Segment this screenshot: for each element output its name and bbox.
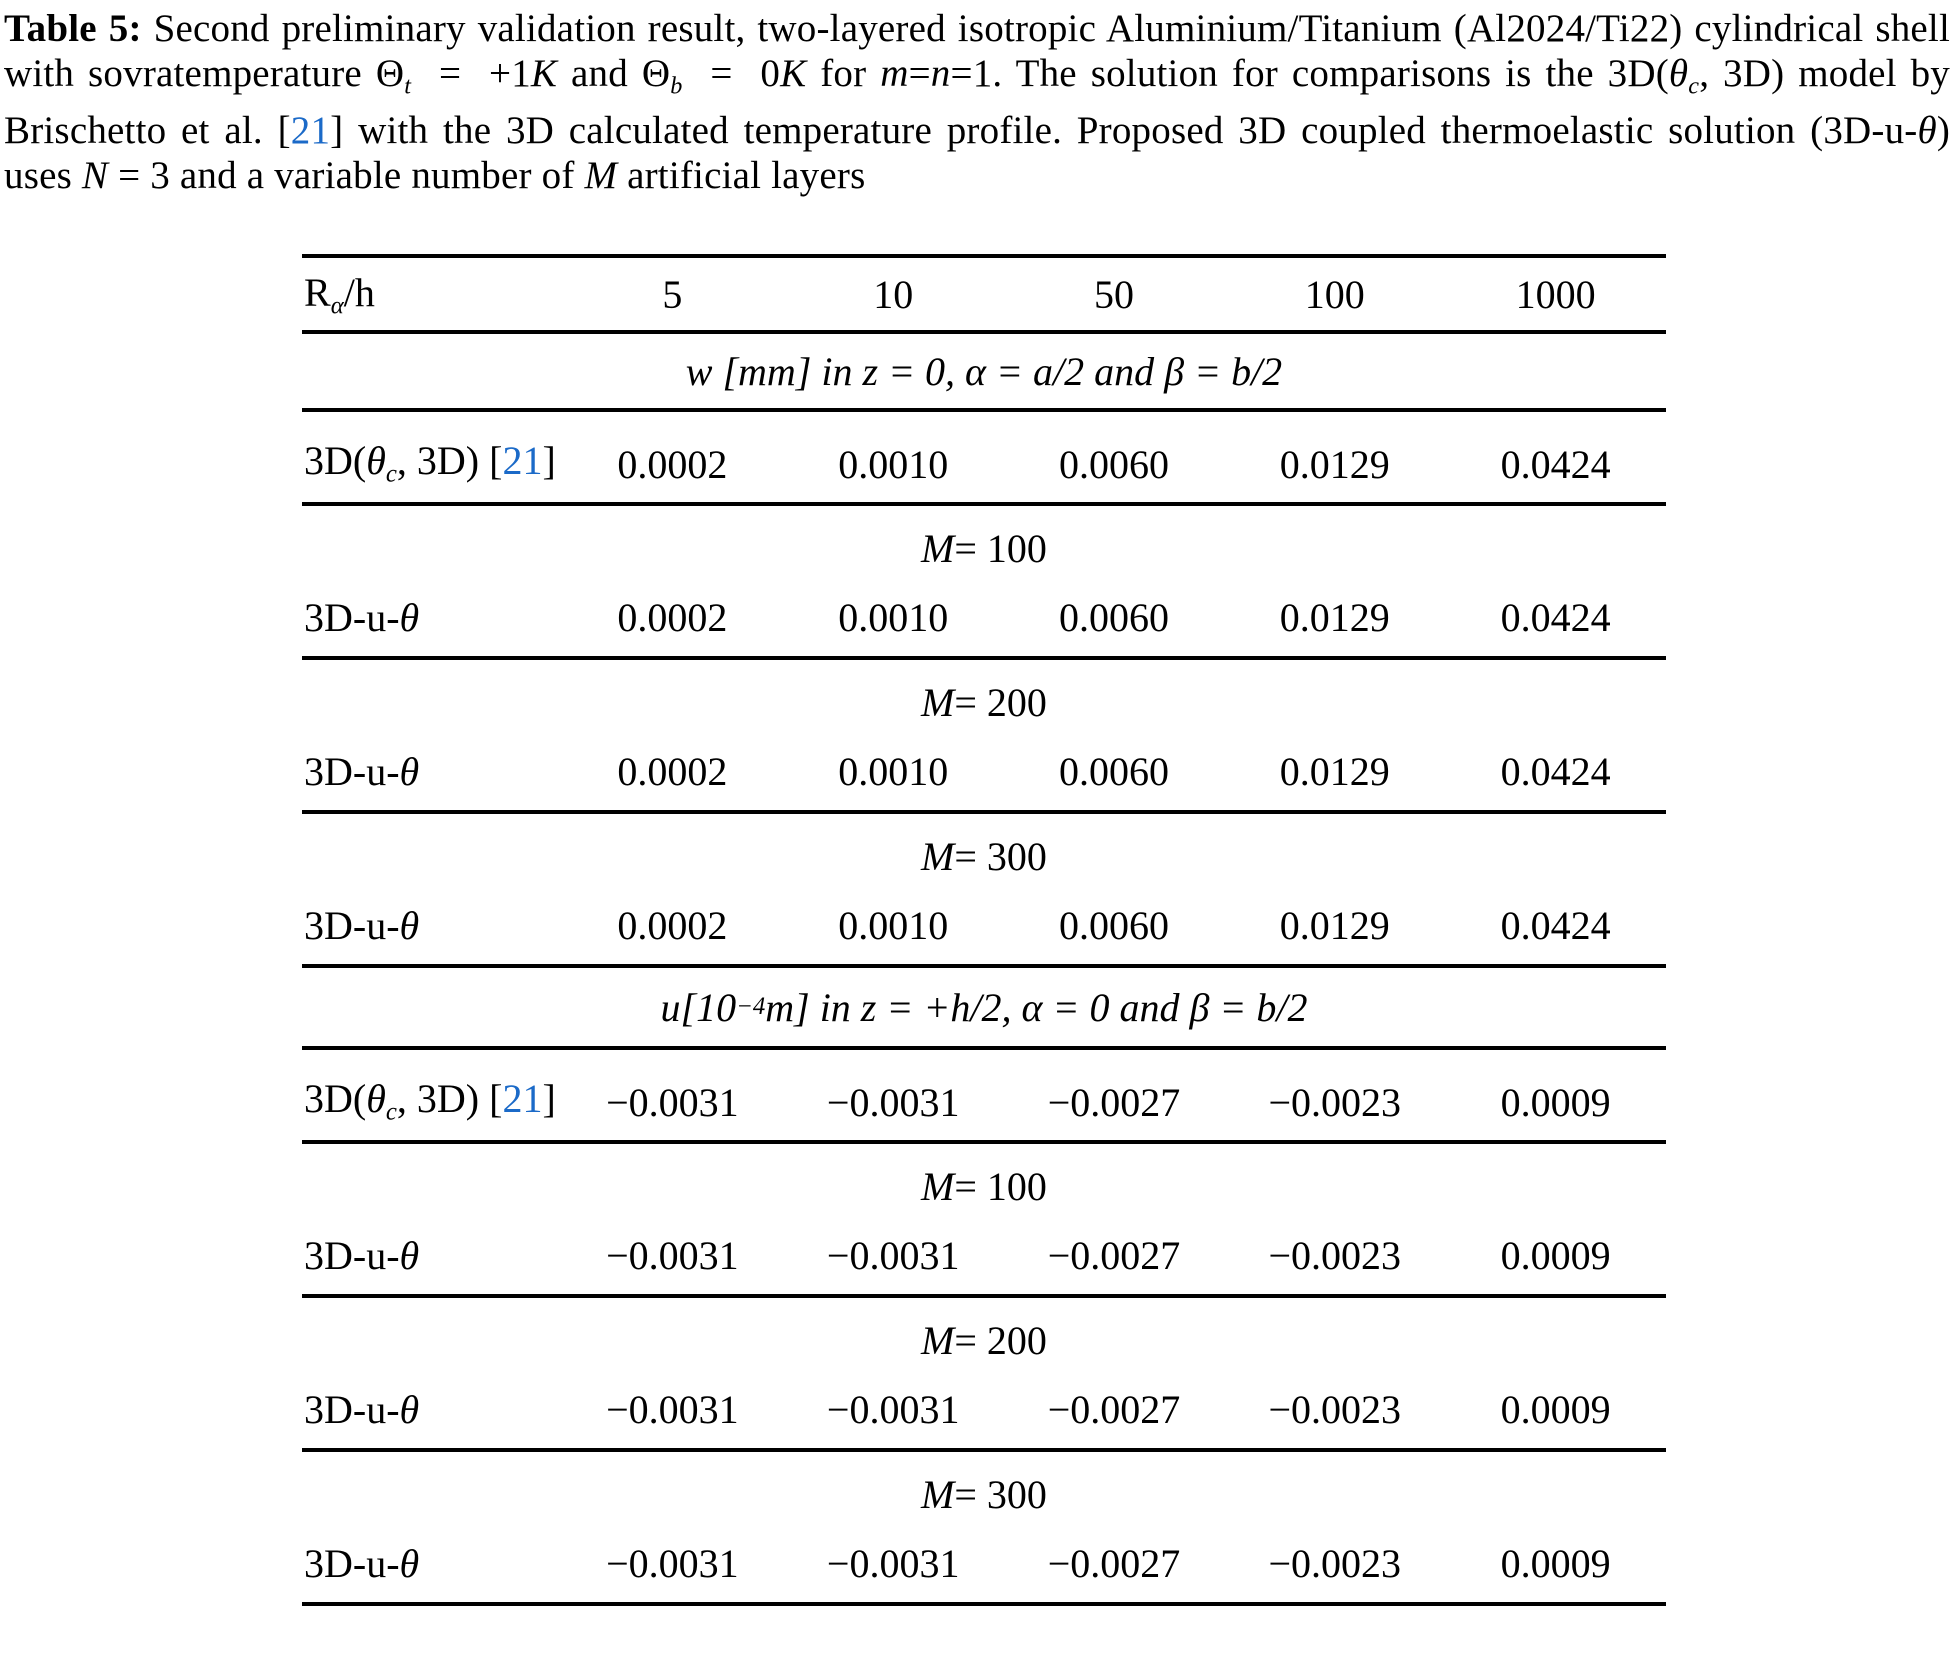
citation-bracket: [	[277, 109, 291, 153]
m-200-label-w	[302, 660, 1666, 732]
value-cell: −0.0031	[606, 1386, 739, 1432]
value-cell: 0.0002	[617, 594, 728, 640]
value-cell: 0.0129	[1279, 902, 1390, 948]
value-cell: −0.0023	[1268, 1080, 1402, 1126]
theta-top-subscript: t	[404, 72, 412, 100]
m-200-label-u	[302, 1298, 1666, 1370]
citation-bracket: ]	[542, 437, 556, 483]
value-cell: 0.0424	[1500, 442, 1611, 488]
value-cell: −0.0027	[1047, 1080, 1181, 1126]
theta-bottom-subscript: b	[670, 72, 683, 100]
value-cell: −0.0023	[1268, 1386, 1402, 1432]
header-ratio-label	[302, 269, 562, 320]
m-variable: M	[921, 526, 955, 572]
caption-text: with the 3D calculated temperature profile. Proposed 3D coupled thermoelastic solution (3D-u-	[343, 109, 1918, 153]
theta-symbol: θ	[399, 1232, 420, 1278]
n-variable: n	[930, 52, 951, 95]
value-cell: −0.0027	[1047, 1386, 1181, 1432]
label-text: 3D-u-	[304, 594, 400, 640]
theta-symbol: θ	[1917, 109, 1937, 153]
value-cell: 0.0129	[1279, 442, 1390, 488]
value-cell: −0.0031	[826, 1540, 960, 1586]
theta-c-subscript: c	[1688, 72, 1700, 100]
model-row-u-m200	[302, 1370, 1666, 1448]
m-value: = 100	[954, 1164, 1047, 1210]
model-label	[302, 1386, 562, 1433]
m-variable: M	[921, 834, 955, 880]
kelvin-symbol: K	[530, 52, 558, 95]
section-title-u	[302, 968, 1666, 1046]
label-text: , 3D)	[396, 437, 490, 483]
table-caption	[0, 0, 1954, 198]
theta-bottom-symbol: Θ	[641, 52, 671, 95]
m-value: = 200	[954, 1318, 1047, 1364]
value-cell: 0.0060	[1058, 748, 1169, 794]
value-cell: 0.0010	[838, 748, 949, 794]
m-value: = 200	[954, 680, 1047, 726]
model-row-w-m300	[302, 886, 1666, 964]
section-title-u-text: u[10	[660, 984, 737, 1030]
value-cell: −0.0031	[826, 1080, 960, 1126]
value-cell: 0.0002	[617, 442, 728, 488]
theta-symbol: θ	[399, 1540, 420, 1586]
m-variable: M	[921, 1318, 955, 1364]
caption-text: artificial layers	[617, 154, 866, 198]
theta-c-symbol: θ	[366, 437, 386, 483]
column-header: 10	[873, 271, 914, 317]
theta-c-subscript: c	[385, 1098, 397, 1126]
value-cell: −0.0031	[606, 1080, 739, 1126]
reference-model-label	[302, 1075, 562, 1126]
caption-text: The solution for comparisons is the 3D(	[1002, 52, 1669, 95]
theta-c-subscript: c	[385, 460, 397, 488]
header-alpha-subscript: α	[330, 291, 344, 319]
kelvin-symbol: K	[780, 52, 807, 95]
value-cell: 0.0009	[1500, 1386, 1611, 1432]
caption-tag: Table 5:	[4, 7, 142, 50]
citation-bracket: [	[489, 1075, 503, 1121]
citation-21-link[interactable]: 21	[502, 1075, 543, 1121]
caption-text: for	[806, 52, 881, 95]
m-variable: m	[880, 52, 909, 95]
table-header-row	[302, 258, 1666, 330]
value-cell: 0.0424	[1500, 902, 1611, 948]
model-row-w-m200	[302, 732, 1666, 810]
section-title-u-text: m] in z = +h/2, α = 0 and β = b/2	[765, 984, 1308, 1030]
theta-symbol: θ	[399, 748, 420, 794]
column-header: 50	[1093, 271, 1134, 317]
reference-model-row-u	[302, 1050, 1666, 1140]
value-cell: 0.0129	[1279, 594, 1390, 640]
label-text: 3D-u-	[304, 1232, 400, 1278]
label-text: 3D(	[304, 1075, 367, 1121]
value-cell: −0.0031	[606, 1540, 739, 1586]
model-row-u-m100	[302, 1216, 1666, 1294]
value-cell: −0.0027	[1047, 1232, 1181, 1278]
theta-c-symbol: θ	[1668, 52, 1689, 95]
value-cell: −0.0031	[606, 1232, 739, 1278]
caption-text: 1.	[972, 52, 1003, 95]
citation-21-link[interactable]: 21	[502, 437, 543, 483]
model-label	[302, 748, 562, 795]
value-cell: 0.0129	[1279, 748, 1390, 794]
caption-text: = 3 and a variable number of	[108, 154, 585, 198]
equals-sign: =	[908, 52, 931, 95]
m-value: = 300	[954, 1472, 1047, 1518]
citation-bracket: ]	[330, 109, 344, 153]
value-cell: 0.0010	[838, 902, 949, 948]
caption-text: = +1	[411, 52, 531, 95]
m-value: = 100	[954, 526, 1047, 572]
theta-symbol: θ	[399, 594, 420, 640]
theta-symbol: θ	[399, 902, 420, 948]
caption-text: Second preliminary validation result, two-layered isotropic Aluminium/Titanium (Al2024/Ti22) cylindrical shell with sovratemperature	[4, 7, 1951, 95]
value-cell: 0.0060	[1058, 902, 1169, 948]
header-over-h: /h	[343, 269, 375, 315]
column-header: 100	[1304, 271, 1365, 317]
label-text: 3D-u-	[304, 1386, 400, 1432]
model-row-u-m300	[302, 1524, 1666, 1602]
theta-symbol: θ	[399, 1386, 420, 1432]
column-header: 1000	[1515, 271, 1596, 317]
value-cell: −0.0023	[1268, 1540, 1402, 1586]
value-cell: −0.0023	[1268, 1232, 1402, 1278]
m-100-label-w	[302, 506, 1666, 578]
exponent: −4	[736, 993, 766, 1021]
caption-text: ) uses	[4, 109, 1950, 198]
m-variable: M	[921, 1164, 955, 1210]
value-cell: 0.0009	[1500, 1080, 1611, 1126]
m-variable: M	[921, 680, 955, 726]
table-bottom-rule	[302, 1602, 1666, 1606]
model-label	[302, 902, 562, 949]
model-label	[302, 594, 562, 641]
label-text: 3D-u-	[304, 902, 400, 948]
m-100-label-u	[302, 1144, 1666, 1216]
value-cell: 0.0009	[1500, 1232, 1611, 1278]
table-5	[302, 254, 1666, 1606]
section-title-w-text: w [mm] in z = 0, α = a/2 and β = b/2	[685, 348, 1283, 394]
theta-top-symbol: Θ	[375, 52, 405, 95]
value-cell: 0.0010	[838, 442, 949, 488]
value-cell: −0.0031	[826, 1232, 960, 1278]
value-cell: −0.0031	[826, 1386, 960, 1432]
reference-model-row-w	[302, 412, 1666, 502]
header-r: R	[304, 269, 331, 315]
m-300-label-w	[302, 814, 1666, 886]
value-cell: 0.0424	[1500, 748, 1611, 794]
label-text: 3D(	[304, 437, 367, 483]
value-cell: 0.0009	[1500, 1540, 1611, 1586]
value-cell: 0.0010	[838, 594, 949, 640]
citation-bracket: ]	[542, 1075, 556, 1121]
model-label	[302, 1540, 562, 1587]
label-text: 3D-u-	[304, 1540, 400, 1586]
m-layers-variable: M	[584, 154, 618, 198]
m-variable: M	[921, 1472, 955, 1518]
column-header: 5	[662, 271, 683, 317]
n-layers-variable: N	[81, 154, 109, 198]
section-title-w	[302, 334, 1666, 408]
value-cell: 0.0060	[1058, 442, 1169, 488]
model-row-w-m100	[302, 578, 1666, 656]
citation-21-link[interactable]: 21	[290, 109, 331, 153]
equals-sign: =	[950, 52, 973, 95]
reference-model-label	[302, 437, 562, 488]
caption-text: = 0	[682, 52, 781, 95]
caption-text: and	[557, 52, 642, 95]
value-cell: 0.0060	[1058, 594, 1169, 640]
value-cell: 0.0002	[617, 902, 728, 948]
label-text: 3D-u-	[304, 748, 400, 794]
m-300-label-u	[302, 1452, 1666, 1524]
m-value: = 300	[954, 834, 1047, 880]
caption-text: , 3D) model by Brischetto et al.	[4, 52, 1951, 153]
theta-c-symbol: θ	[366, 1075, 386, 1121]
label-text: , 3D)	[396, 1075, 490, 1121]
value-cell: 0.0002	[617, 748, 728, 794]
citation-bracket: [	[489, 437, 503, 483]
model-label	[302, 1232, 562, 1279]
value-cell: −0.0027	[1047, 1540, 1181, 1586]
value-cell: 0.0424	[1500, 594, 1611, 640]
